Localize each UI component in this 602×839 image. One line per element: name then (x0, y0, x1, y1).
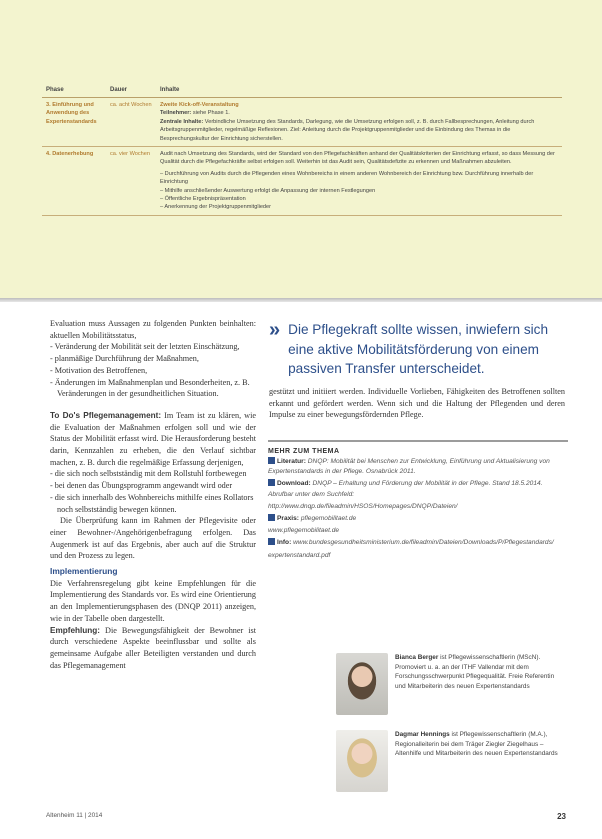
todo-text: Im Team ist zu klären, wie die Evaluation der Maßnahmen erfolgen soll und wie der Status der Mobilität erfasst wird. Die Herausforderung besteht darin, Kennzahlen zu erheben, die den Verlauf sichtbar machen, z. B. durch die regelmäßige Erfassung derjenigen, (50, 410, 256, 467)
list-item: - die sich noch selbstständig mit dem Rollstuhl fortbewegen (50, 468, 256, 480)
info-icon (268, 538, 275, 545)
implementation-phase-table (42, 84, 562, 216)
recommendation-label: Empfehlung: (50, 625, 101, 635)
reference-item (268, 538, 568, 548)
table-header-row (42, 84, 562, 98)
more-on-topic (268, 440, 568, 561)
evaluation-list (50, 341, 256, 400)
reference-link[interactable]: www.bundesgesundheitsministerium.de/fileadmin/Dateien/Downloads/P/Pflegestandards/ (293, 539, 554, 547)
reference-item[interactable] (268, 551, 568, 561)
author-photo (336, 730, 388, 792)
book-icon (268, 457, 275, 464)
author-photo (336, 653, 388, 715)
table-row (42, 98, 562, 147)
page-footer (46, 812, 566, 821)
list-item: – Anerkennung der Projektgruppenmitglieder (160, 203, 558, 211)
reference-item[interactable] (268, 502, 568, 512)
header-phase: Phase (42, 84, 106, 98)
todo-list (50, 468, 256, 515)
reference-link[interactable]: http://www.dnqp.de/fileadmin/HSOS/Homepages/DNQP/Dateien/ (268, 502, 458, 510)
list-item: - Änderungen im Maßnahmenplan und Besonderheiten, z. B. Veränderungen in der gesundheitlichen Situation. (50, 377, 256, 400)
core-value: Verbindliche Umsetzung des Standards, Darlegung, wie die Umsetzung erfolgen soll, z. B. durch Fallbesprechungen, Anleitung durch Arbeitsgruppenmitglieder, regelmäßige Reflexionen. Ziel: Anleitung durch die Projektgruppenmitglieder und die Einbindung des Themas in die Besprechungskultur der Einrichtung sicherstellen. (160, 118, 535, 142)
reference-item (268, 457, 568, 477)
row-content (156, 98, 562, 147)
participants-label: Teilnehmer: (160, 110, 192, 117)
row-item-list (160, 170, 558, 212)
reference-item (268, 514, 568, 524)
publication-source: Altenheim 11 | 2014 (46, 812, 103, 819)
pull-quote (269, 320, 569, 379)
row-phase: 4. Datenerhebung (42, 146, 106, 215)
recommendation-text: Die Bewegungsfähigkeit der Bewohner ist durch verschiedene Aspekte beeinflussbar und sollte als gemeinsame Aufgabe aller Beteiligten verstanden und durch das Pflegemanagement (50, 625, 256, 670)
list-item: - die sich innerhalb des Wohnbereichs mithilfe eines Rollators noch selbstständig bewegen können. (50, 492, 256, 515)
recommendation-paragraph (50, 625, 256, 672)
list-item: - Motivation des Betroffenen, (50, 365, 256, 377)
reference-kind: Info: (277, 539, 292, 547)
author-name: Dagmar Hennings (395, 731, 450, 738)
left-column (50, 318, 256, 671)
row-heading: Zweite Kick-off-Veranstaltung (160, 102, 239, 108)
more-heading: MEHR ZUM THEMA (268, 440, 568, 455)
author-bio (395, 730, 565, 792)
author-role: ist Pflegewissenschaftlerin (MScN). Promoviert u. a. an der ITHF Vallendar mit dem Forschungsschwerpunkt Pflegequalität. Freie Referentin und Mitarbeiterin des neuen Expertenstandards (395, 654, 555, 690)
row-dauer: ca. vier Wochen (106, 146, 156, 215)
author-block (336, 730, 565, 792)
list-item: – Durchführung von Audits durch die Pflegenden eines Wohnbereichs in einem anderen Wohnbereich der Einrichtung bzw. Durchführung innerhalb der Einrichtung (160, 170, 558, 187)
row-core (160, 118, 558, 143)
header-inhalte: Inhalte (156, 84, 562, 98)
page-number: 23 (557, 812, 566, 821)
author-name: Bianca Berger (395, 654, 439, 661)
implementation-paragraph: Die Verfahrensregelung gibt keine Empfehlungen für die Implementierung des Standards vor. Es wird eine Orientierung an den Implementierungsphasen des (DNQP 2011) anzeigen, wie in der Tabelle oben dargestellt. (50, 578, 256, 623)
header-dauer: Dauer (106, 84, 156, 98)
evaluation-intro: Evaluation muss Aussagen zu folgenden Punkten beinhalten: aktuellen Mobilitätsstatus, (50, 319, 256, 340)
info-icon (268, 514, 275, 521)
download-icon (268, 479, 275, 486)
reference-item (268, 479, 568, 499)
list-item: - bei denen das Übungsprogramm angewandt wird oder (50, 480, 256, 492)
row-phase: 3. Einführung und Anwendung des Expertenstandards (42, 98, 106, 147)
right-paragraph: gestützt und initiiert werden. Individuelle Vorlieben, Fähigkeiten des Betroffenen sollten erkannt und gefördert werden. Wenn sich und die Haltung der Pflegenden und deren Impulse zu einer bewegungsfördernden Pflege. (269, 387, 565, 420)
table-row (42, 146, 562, 215)
row-intro: Audit nach Umsetzung des Standards, wird der Standard von den Pflegefachkräften anhand der Qualitätskriterien der Einrichtung erfasst, so dass Messung der Qualität durch die Pflegefachkräfte selbst erfolgen soll. Weiterhin ist das Audit sein, Qualitätsdefizite zu erkennen und Maßnahmen abzuleiten. (160, 150, 555, 166)
participants-value: siehe Phase 1. (192, 110, 230, 117)
todo-paragraph (50, 410, 256, 469)
reference-item[interactable] (268, 526, 568, 536)
author-bio (395, 653, 565, 715)
row-content (156, 146, 562, 215)
row-dauer: ca. acht Wochen (106, 98, 156, 147)
implementation-heading: Implementierung (50, 566, 118, 577)
right-column-text (269, 386, 565, 421)
reference-kind: Download: (277, 480, 311, 488)
reference-kind: Literatur: (277, 458, 306, 465)
list-item: - planmäßige Durchführung der Maßnahmen, (50, 353, 256, 365)
quote-text: Die Pflegekraft sollte wissen, inwiefern sich eine aktive Mobilitätsförderung von einem passiven Transfer unterscheidet. (288, 322, 549, 376)
author-role: ist Pflegewissenschaftlerin (M.A.), Regionalleiterin bei dem Träger Ziegler Ziegelhaus – Altenhilfe und Mitarbeiterin des neuen Expertenstandards (395, 731, 558, 758)
reference-link[interactable]: expertenstandard.pdf (268, 551, 331, 559)
list-item: – Öffentliche Ergebnispräsentation (160, 195, 558, 203)
check-paragraph: Die Überprüfung kann im Rahmen der Pflegevisite oder einer Bewohner-/Angehörigenbefragung erfolgen. Das Augenmerk ist auf das Ergebnis, aber auch auf die Struktur und den Prozess zu legen. (50, 516, 256, 561)
reference-text: pflegemobilitaet.de (300, 515, 357, 523)
list-item: - Veränderung der Mobilität seit der letzten Einschätzung, (50, 341, 256, 353)
table-panel (0, 0, 602, 298)
reference-link[interactable]: www.pflegemobilitaet.de (268, 527, 340, 535)
reference-kind: Praxis: (277, 515, 299, 523)
core-label: Zentrale Inhalte: (160, 118, 204, 125)
reference-text: DNQP – Erhaltung und Förderung der Mobilität in der Pflege. Stand 18.5.2014. Abrufbar unter dem Suchfeld: (268, 480, 543, 498)
author-block (336, 653, 565, 715)
list-item: – Mithilfe anschließender Auswertung erfolgt die Anpassung der internen Festlegungen (160, 187, 558, 195)
divider-stripe (0, 298, 602, 302)
row-participants (160, 109, 558, 117)
reference-text: DNQP: Mobilität bei Menschen zur Entwicklung, Einführung und Aktualisierung von Expertenstandards in der Pflege. Osnabrück 2011. (268, 458, 550, 476)
quote-mark-icon: » (269, 319, 281, 341)
todo-label: To Do's Pflegemanagement: (50, 410, 162, 420)
